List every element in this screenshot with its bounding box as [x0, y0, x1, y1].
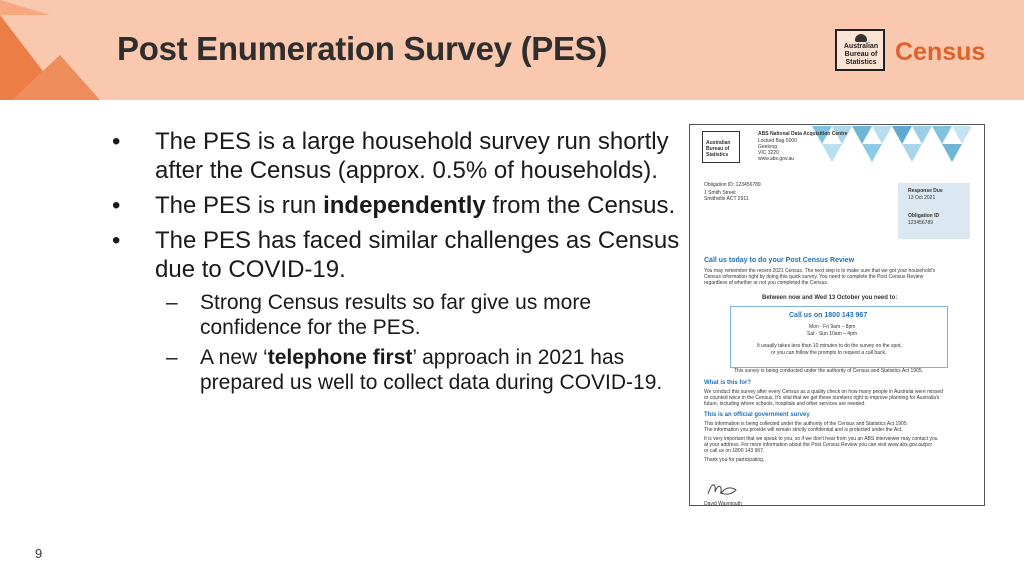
slide-header: [0, 0, 1024, 100]
call-us-box: Call us on 1800 143 967 Mon - Fri 9am – 8pm Sat - Sun 10am – 4pm It usually takes less than 10 minutes to do the survey on the spot, or you can follow the prompts to request a call back.: [730, 306, 948, 368]
logo-line: Statistics: [845, 59, 877, 66]
signature-icon: [706, 480, 746, 500]
census-brand: Census: [895, 38, 986, 66]
pes-letter-image: Australian Bureau of Statistics ABS National Data Acquisition Centre Locked Bag 5000 Geelong VIC 3220 www.abs.gov.au Obligation ID: 123456789 1 Smith Street Smithville ACT 2911 Response Due 13 Oct 2021 Obligation ID 123456789 Call us today to do your Post Census Review You may remember the recent 2021 Census. The next step is to make sure that we got your household's Census information right by doing this quick survey. You need to complete the Post Census Review regardless of whether or not you completed the Census. Between now and Wed 13 October you need to: Call us on 1800 143 967 Mon - Fri 9am – 8pm Sat - Sun 10am – 4pm It usually takes less than 10 minutes to do the survey on the spot, or you can follow the prompts to request a call back. This survey is being conducted under the authority of Census and Statistics Act 1905. What is this for? We conduct this survey after every Census as a quality check on how many people in Australia were missed or counted twice in the Census. It's vital that we get these numbers right to improve planning for Australia's future, including where schools, hospitals and other services are needed. This is an official government survey This information is being collected under the authority of the Census and Statistics Act 1905. The information you provide will remain strictly confidential and is protected under the Act. It is very important that we speak to you, so if we don't hear from you an ABS interviewer may contact you at your address. For more information about the Post Census Review you can visit www.abs.gov.au/pcr or call us on 1800 143 967. Thank you for participating. David Waymouth: [689, 124, 985, 506]
sub-bullet-item: – Strong Census results so far give us more confidence for the PES.: [166, 291, 592, 339]
bullet-list: [112, 127, 682, 400]
dash-icon: –: [166, 291, 178, 314]
bullet-item: • The PES is run independently from the Census.: [112, 192, 676, 219]
response-due-box: Response Due 13 Oct 2021 Obligation ID 123456789: [898, 183, 970, 239]
bullet-item: • The PES has faced similar challenges as Census due to COVID-19.: [112, 227, 680, 283]
page-title: Post Enumeration Survey (PES): [117, 30, 608, 67]
bullet-dot-icon: •: [112, 128, 121, 155]
logo-line: Australian: [843, 43, 879, 50]
emphasis: independently: [323, 192, 486, 219]
abs-logo: [835, 29, 885, 71]
logo-line: Bureau of: [844, 51, 878, 58]
abs-mini-logo: Australian Bureau of Statistics: [702, 131, 740, 163]
bullet-dot-icon: •: [112, 192, 121, 219]
sub-bullet-item: – A new ‘telephone first’ approach in 2021 has prepared us well to collect data during COVID-19.: [166, 346, 663, 394]
bullet-item: • The PES is a large household survey run shortly after the Census (approx. 0.5% of households).: [112, 128, 669, 184]
emphasis: telephone first: [267, 346, 413, 369]
page-number: 9: [35, 546, 43, 561]
bullet-dot-icon: •: [112, 227, 121, 254]
decorative-triangles: [0, 0, 100, 100]
crest-icon: [855, 34, 867, 42]
dash-icon: –: [166, 346, 178, 369]
